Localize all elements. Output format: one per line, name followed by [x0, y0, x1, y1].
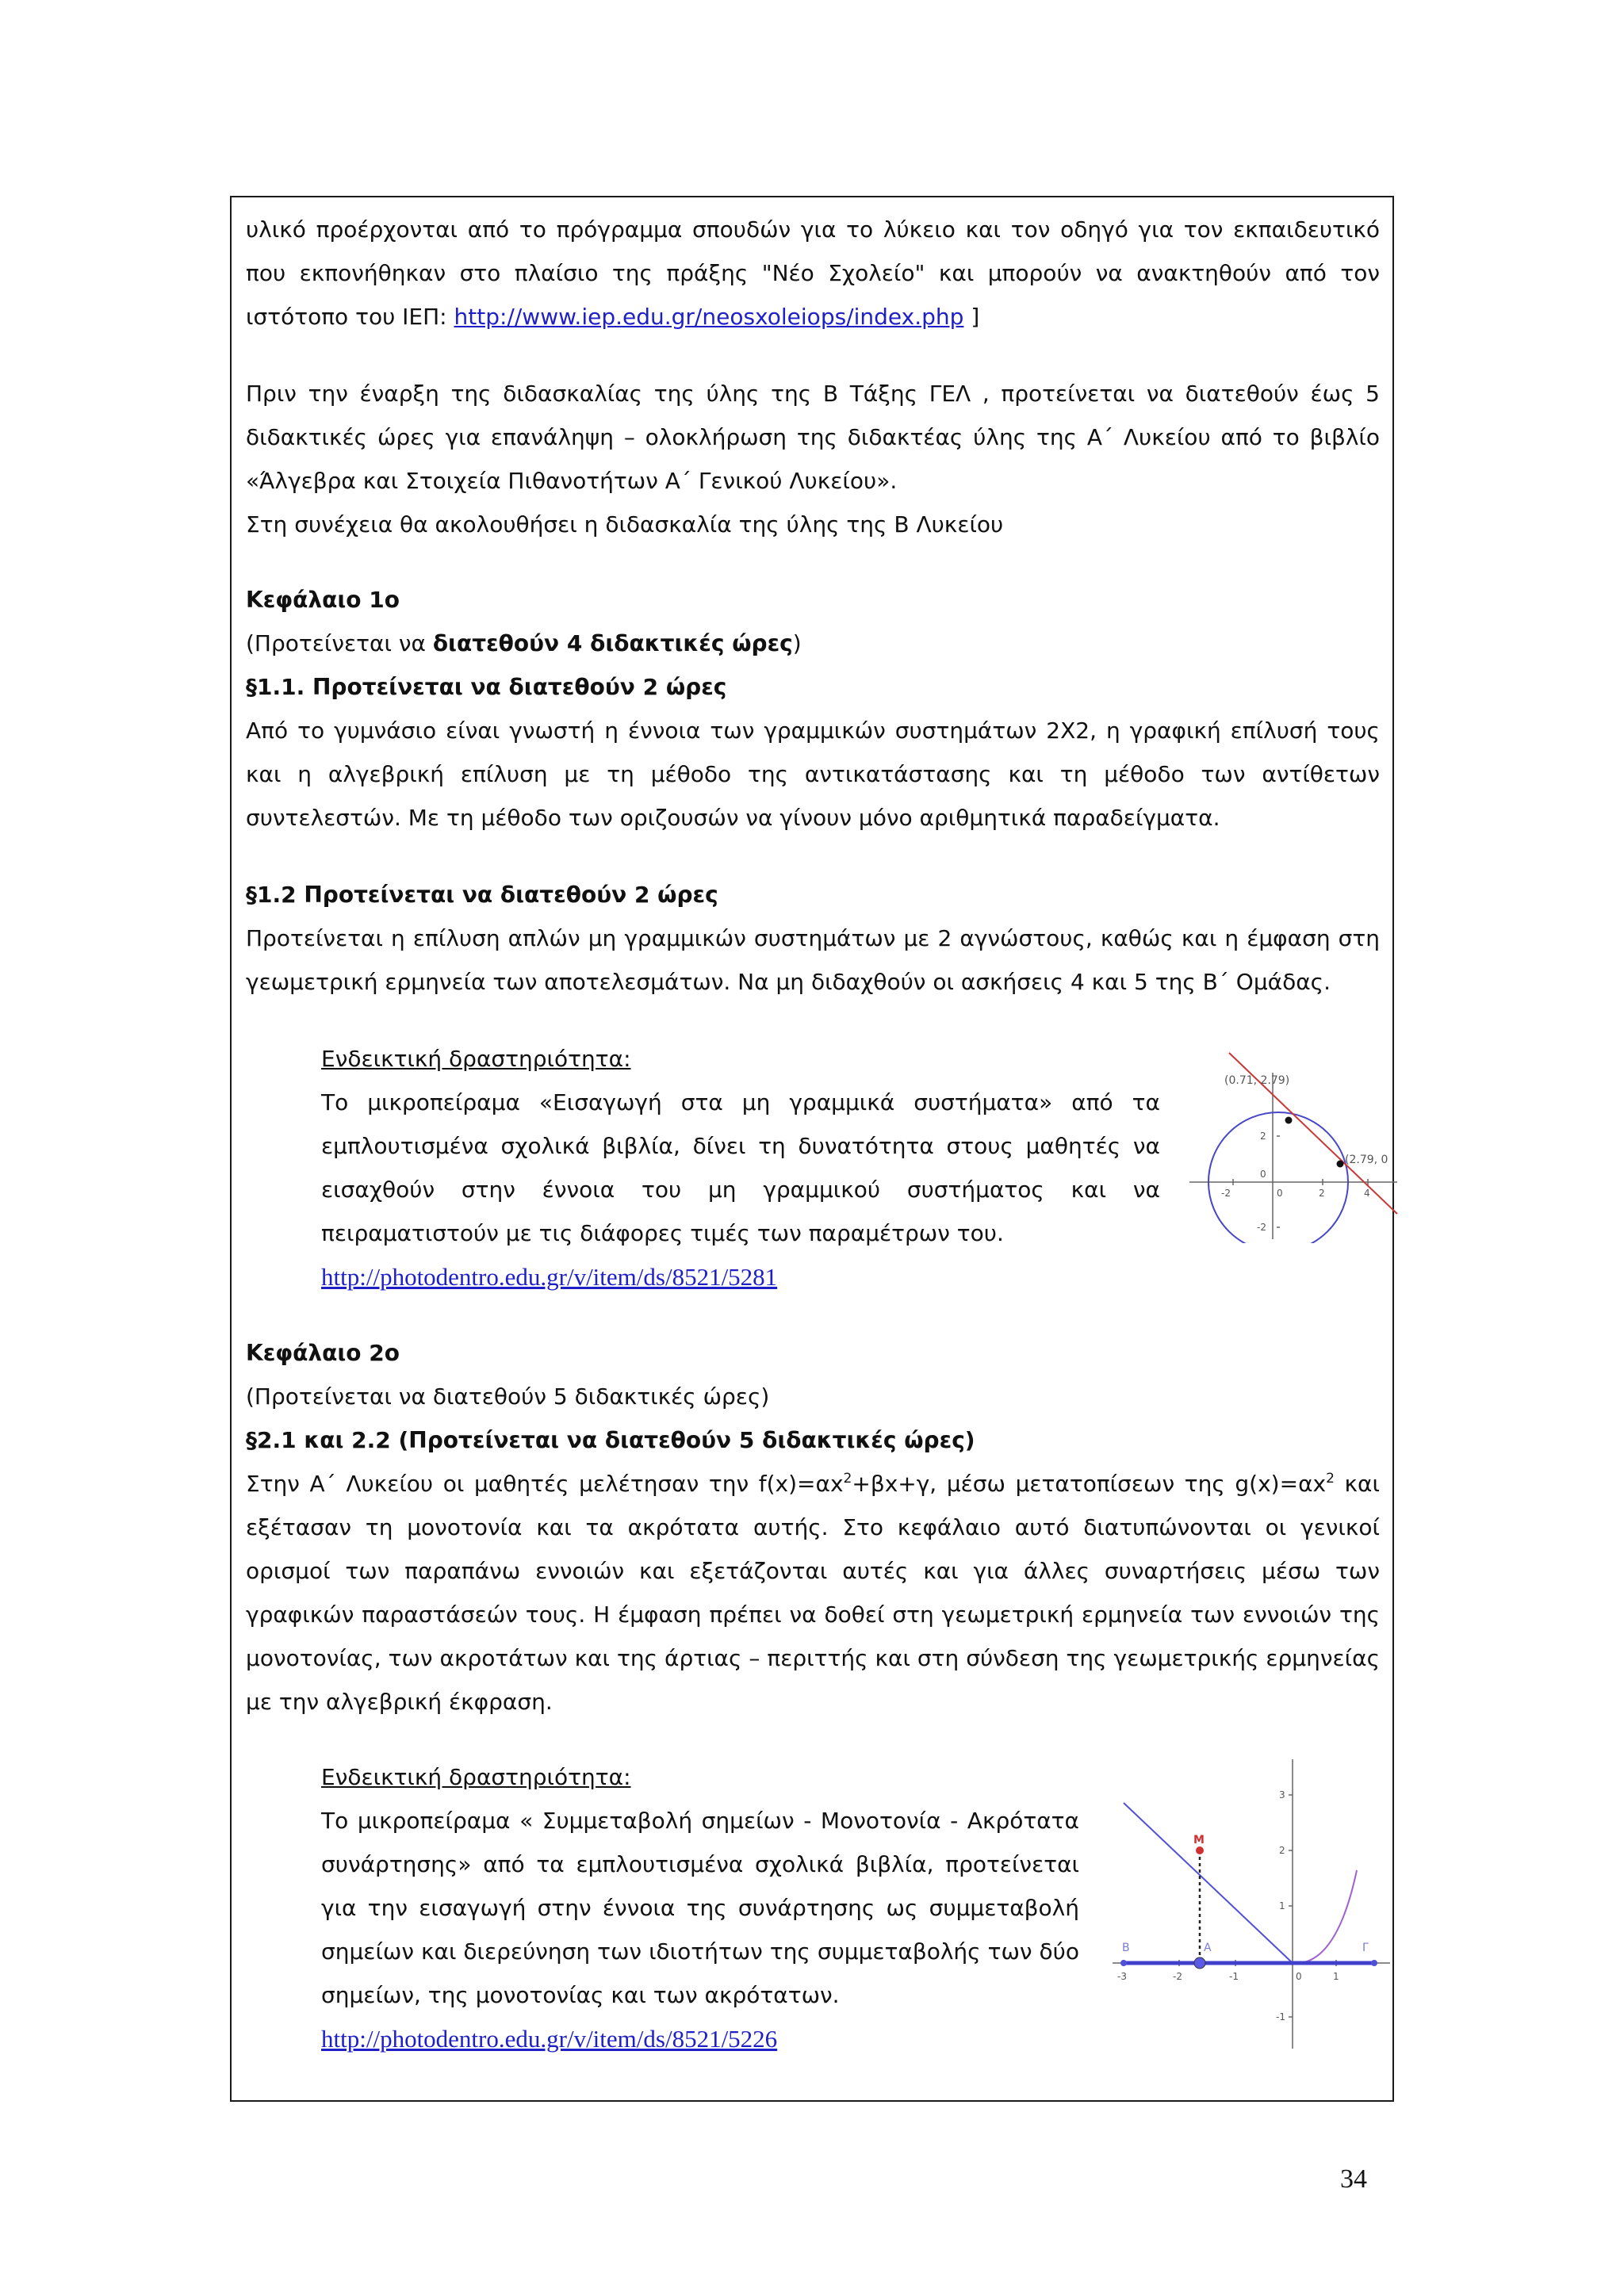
figure2-point-label: A	[1204, 1942, 1212, 1954]
prelude-paragraph: Πριν την έναρξη της διδασκαλίας της ύλης της Β Τάξης ΓΕΛ , προτείνεται να διατεθούν έως 5 διδακτικές ώρες για επανάληψη – ολοκλήρωση της διδακτέας ύλης της Α΄ Λυκείου από το βιβλίο «Άλγεβρα και Στοιχεία Πιθανοτήτων Α΄ Γενικού Λυκείου».	[246, 381, 1380, 494]
figure2-point-label: M	[1193, 1834, 1205, 1846]
figure1-circle	[1208, 1112, 1348, 1243]
figure1-tick-label: 2	[1260, 1131, 1266, 1142]
figure1-tick-label: 0	[1277, 1188, 1283, 1199]
chapter2-hours: (Προτείνεται να διατεθούν 5 διδακτικές ώρες)	[246, 1383, 770, 1410]
figure1-intersection-point	[1337, 1161, 1344, 1168]
section-1-1-title: §1.1. Προτείνεται να διατεθούν 2 ώρες	[246, 674, 727, 700]
figure2-tick-label: 3	[1279, 1789, 1285, 1800]
intro-paragraph	[246, 208, 1380, 339]
document-body	[246, 208, 1388, 2061]
figure2-tick-label: 2	[1279, 1845, 1285, 1856]
figure2-point-m	[1196, 1846, 1204, 1854]
figure1-point-label: (0.71, 2.79)	[1224, 1074, 1290, 1087]
section-2-title: §2.1 και 2.2 (Προτείνεται να διατεθούν 5 διδακτικές ώρες)	[246, 1427, 975, 1453]
figure1-tick-label: 0	[1260, 1169, 1266, 1180]
figure2-tick-label: -1	[1229, 1971, 1239, 1982]
activity-1-text: Το μικροπείραμα «Εισαγωγή στα μη γραμμικά συστήματα» από τα εμπλουτισμένα σχολικά βιβλία, δίνει τη δυνατότητα στους μαθητές να εισαχθούν στην έννοια του μη γραμμικού συστήματος και να πειραματιστούν με τις διάφορες τιμές των παραμέτρων του.	[321, 1089, 1160, 1246]
activity-2-text: Το μικροπείραμα « Συμμεταβολή σημείων - Μονοτονία - Ακρότατα συνάρτησης» από τα εμπλουτισμένα σχολικά βιβλία, προτείνεται για την εισαγωγή στην έννοια της συνάρτησης ως συμμεταβολή σημείων και διερεύνηση των ιδιοτήτων της συμμεταβολής των δύο σημείων, της μονοτονίας και των ακρότατων.	[321, 1808, 1079, 2008]
figure2-curve	[1293, 1870, 1357, 1963]
activity-1	[321, 1037, 1388, 1299]
chapter1-hours-suffix: )	[792, 630, 802, 656]
figure2-point-label: Γ	[1362, 1942, 1369, 1954]
section-1-2-title: §1.2 Προτείνεται να διατεθούν 2 ώρες	[246, 882, 718, 908]
figure2-point-b	[1120, 1960, 1127, 1966]
figure1-tick-label: 2	[1319, 1188, 1325, 1199]
function-covariation-figure	[1113, 1759, 1390, 2049]
figure2-tick-label: 1	[1333, 1971, 1339, 1982]
chapter1-hours-bold: διατεθούν 4 διδακτικές ώρες	[432, 630, 793, 656]
figure2-line	[1124, 1803, 1293, 1963]
activity-2	[321, 1755, 1369, 2061]
nonlinear-system-figure	[1189, 1041, 1419, 1243]
activity-2-link[interactable]: http://photodentro.edu.gr/v/item/ds/8521/5226	[321, 2025, 778, 2053]
section-1-2-text: Προτείνεται η επίλυση απλών μη γραμμικών συστημάτων με 2 αγνώστους, καθώς και η έμφαση στη γεωμετρική ερμηνεία των αποτελεσμάτων. Να μη διδαχθούν οι ασκήσεις 4 και 5 της Β΄ Ομάδας.	[246, 925, 1380, 995]
section-1-1-text: Από το γυμνάσιο είναι γνωστή η έννοια των γραμμικών συστημάτων 2Χ2, η γραφική επίλυσή τους και η αλγεβρική επίλυση με τη μέθοδο της αντικατάστασης και τη μέθοδο των αντίθετων συντελεστών. Με τη μέθοδο των οριζουσών να γίνουν μόνο αριθμητικά παραδείγματα.	[246, 718, 1380, 831]
chapter1-title: Κεφάλαιο 1ο	[246, 587, 400, 613]
figure2-tick-label: -1	[1276, 2011, 1285, 2022]
figure1-tick-label: -2	[1221, 1188, 1231, 1199]
chapter2-title: Κεφάλαιο 2ο	[246, 1340, 400, 1366]
figure2-point-g	[1371, 1960, 1377, 1966]
iep-link[interactable]: http://www.iep.edu.gr/neosxoleiops/index.php	[454, 304, 964, 330]
page-number: 34	[1340, 2164, 1367, 2194]
figure1-tick-label: -2	[1257, 1222, 1266, 1233]
figure2-tick-label: -3	[1117, 1971, 1127, 1982]
figure2-point-label: B	[1122, 1942, 1130, 1954]
section-2-text: Στην Α΄ Λυκείου οι μαθητές μελέτησαν την $f(x)=\alpha x^2+\beta x+\gamma$, μέσω μετατοπίσεων της $g(x)=\alpha x^2$ και εξέτασαν τη μονοτονία και τα ακρότατα αυτής. Στο κεφάλαιο αυτό διατυπώνονται οι γενικοί ορισμοί των παραπάνω εννοιών και εξετάζονται αυτές και για άλλες συναρτήσεις μέσω των γραφικών παραστάσεών τους. Η έμφαση πρέπει να δοθεί στη γεωμετρική ερμηνεία των εννοιών της μονοτονίας, των ακροτάτων και της άρτιας – περιττής και στη σύνδεση της γεωμετρικής ερμηνείας με την αλγεβρική έκφραση.	[246, 1471, 1380, 1715]
figure2-point-a	[1194, 1957, 1205, 1969]
figure1-tick-label: 4	[1364, 1188, 1370, 1199]
chapter1-hours	[246, 622, 1380, 665]
activity-1-link[interactable]: http://photodentro.edu.gr/v/item/ds/8521/5281	[321, 1263, 778, 1291]
figure2-tick-label: -2	[1173, 1971, 1182, 1982]
prelude-continuation: Στη συνέχεια θα ακολουθήσει η διδασκαλία της ύλης της Β Λυκείου	[246, 511, 1004, 538]
activity-1-heading: Ενδεικτική δραστηριότητα:	[321, 1046, 631, 1072]
intro-closing: ]	[963, 304, 980, 330]
chapter1-hours-prefix: (Προτείνεται να	[246, 630, 433, 656]
intro-text: υλικό προέρχονται από το πρόγραμμα σπουδών για το λύκειο και τον οδηγό για τον εκπαιδευτικό που εκπονήθηκαν στο πλαίσιο της πράξης "Νέο Σχολείο" και μπορούν να ανακτηθούν από τον ιστότοπο του ΙΕΠ:	[246, 216, 1380, 330]
figure1-point-label: (2.79, 0	[1345, 1154, 1388, 1166]
activity-2-heading: Ενδεικτική δραστηριότητα:	[321, 1764, 631, 1790]
figure2-tick-label: 0	[1296, 1971, 1302, 1982]
figure2-tick-label: 1	[1279, 1900, 1285, 1911]
figure1-intersection-point	[1285, 1117, 1293, 1124]
